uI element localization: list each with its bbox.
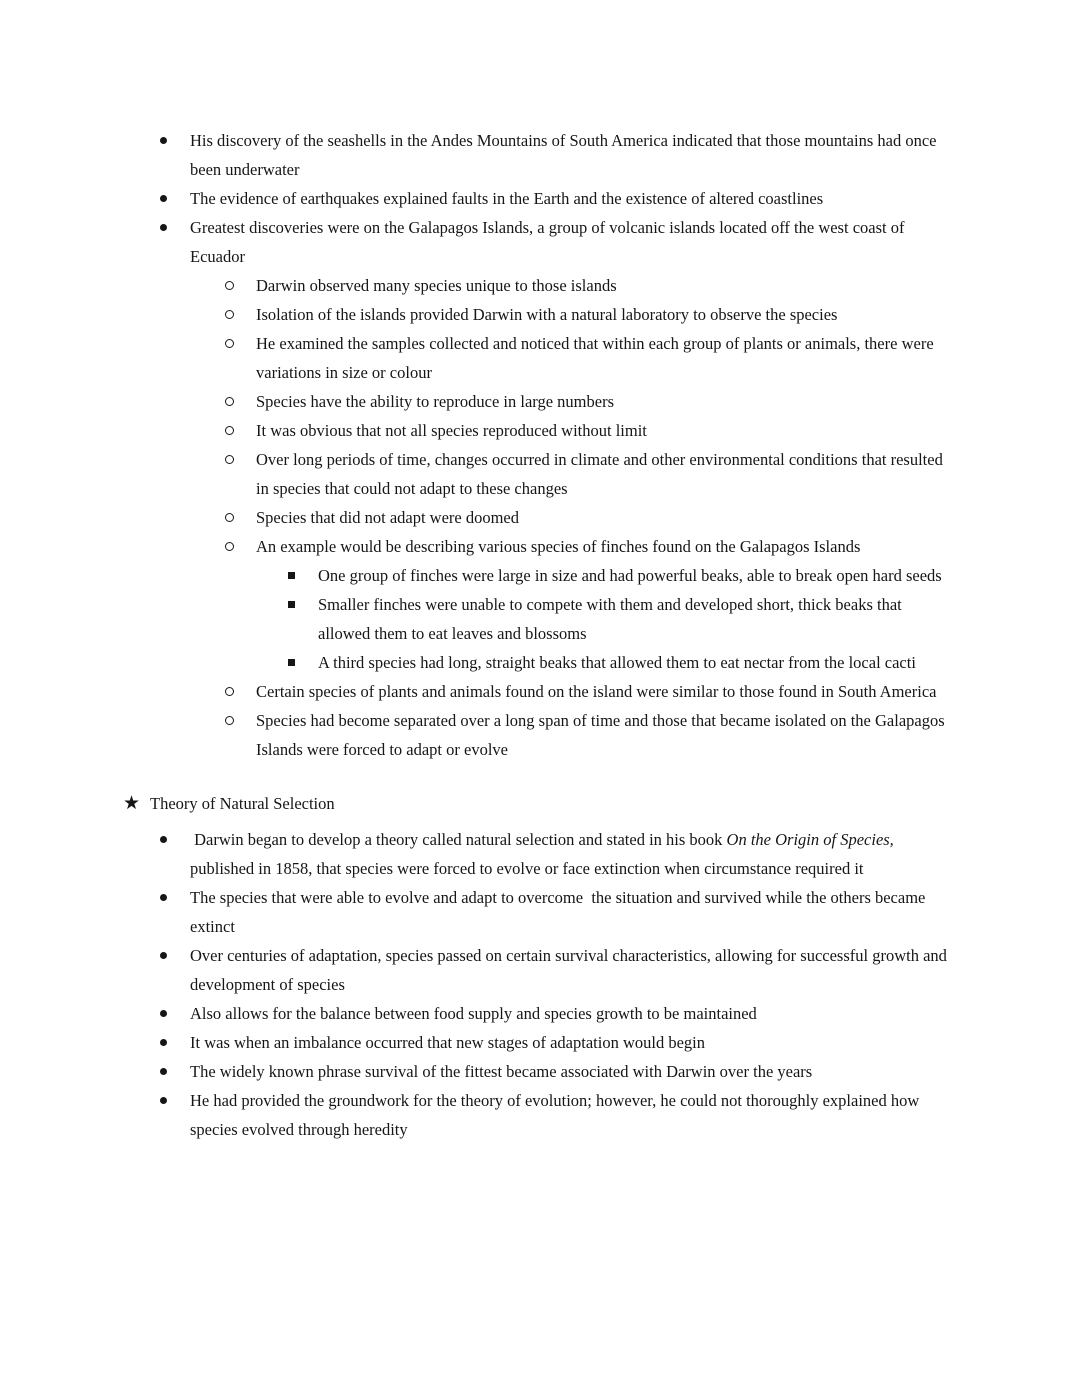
section-heading-text: Theory of Natural Selection — [150, 794, 335, 813]
list-item — [126, 503, 956, 532]
disc-bullet-icon — [160, 894, 167, 901]
list-item-text: It was obvious that not all species reproduced without limit — [256, 421, 647, 440]
list-item — [126, 1057, 956, 1086]
list-item — [126, 648, 956, 677]
list-item — [126, 941, 956, 999]
disc-bullet-icon — [160, 1068, 167, 1075]
section-heading-theory-of-natural-selection — [123, 789, 956, 818]
circle-bullet-icon — [225, 281, 234, 290]
list-item — [126, 416, 956, 445]
circle-bullet-icon — [225, 397, 234, 406]
disc-bullet-icon — [160, 1010, 167, 1017]
list-item-text: Isolation of the islands provided Darwin with a natural laboratory to observe the species — [256, 305, 838, 324]
list-item — [126, 329, 956, 387]
list-item-text: Species have the ability to reproduce in large numbers — [256, 392, 614, 411]
list-item — [126, 677, 956, 706]
list-item-text: Smaller finches were unable to compete with them and developed short, thick beaks that allowed them to eat leaves and blossoms — [318, 595, 906, 643]
list-item-text: He had provided the groundwork for the theory of evolution; however, he could not thoroughly explained how species evolved through heredity — [190, 1091, 924, 1139]
list-item — [126, 445, 956, 503]
list-item — [126, 1028, 956, 1057]
disc-bullet-icon — [160, 952, 167, 959]
list-item — [126, 825, 956, 883]
disc-bullet-icon — [160, 195, 167, 202]
bullet-list-natural-selection — [126, 825, 956, 1144]
circle-bullet-icon — [225, 339, 234, 348]
list-item — [126, 271, 956, 300]
disc-bullet-icon — [160, 1097, 167, 1104]
list-item-text: He examined the samples collected and noticed that within each group of plants or animals, there were variations in size or colour — [256, 334, 938, 382]
square-bullet-icon — [288, 601, 295, 608]
list-item-text: Over long periods of time, changes occurred in climate and other environmental conditions that resulted in species that could not adapt to these changes — [256, 450, 947, 498]
list-item — [126, 1086, 956, 1144]
list-item-text: Over centuries of adaptation, species passed on certain survival characteristics, allowing for successful growth and development of species — [190, 946, 952, 994]
list-item-text: A third species had long, straight beaks that allowed them to eat nectar from the local cacti — [318, 653, 916, 672]
disc-bullet-icon — [160, 1039, 167, 1046]
list-item-text: The evidence of earthquakes explained faults in the Earth and the existence of altered coastlines — [190, 189, 824, 208]
list-item — [126, 532, 956, 561]
list-item-text: Certain species of plants and animals found on the island were similar to those found in South America — [256, 682, 937, 701]
list-item-text: Greatest discoveries were on the Galapagos Islands, a group of volcanic islands located off the west coast of Ecuador — [190, 218, 909, 266]
list-item — [126, 883, 956, 941]
disc-bullet-icon — [160, 224, 167, 231]
list-item-text: The species that were able to evolve and adapt to overcome the situation and survived while the others became extinct — [190, 888, 930, 936]
text-segment: published in 1858, that species were forced to evolve or face extinction when circumstance required it — [190, 830, 898, 878]
list-item-text: Species had become separated over a long span of time and those that became isolated on the Galapagos Islands were forced to adapt or evolve — [256, 711, 949, 759]
list-item-text: It was when an imbalance occurred that new stages of adaptation would begin — [190, 1033, 705, 1052]
list-item — [126, 999, 956, 1028]
star-icon: ★ — [123, 792, 141, 814]
circle-bullet-icon — [225, 542, 234, 551]
text-segment: Darwin began to develop a theory called natural selection and stated in his book — [190, 830, 727, 849]
list-item — [126, 706, 956, 764]
list-item-text: One group of finches were large in size and had powerful beaks, able to break open hard seeds — [318, 566, 942, 585]
list-item — [126, 300, 956, 329]
square-bullet-icon — [288, 572, 295, 579]
list-item-text: Darwin observed many species unique to those islands — [256, 276, 617, 295]
circle-bullet-icon — [225, 426, 234, 435]
list-item-text: Species that did not adapt were doomed — [256, 508, 520, 527]
list-item — [126, 387, 956, 416]
list-item-text: The widely known phrase survival of the fittest became associated with Darwin over the years — [190, 1062, 813, 1081]
square-bullet-icon — [288, 659, 295, 666]
book-title-italic: On the Origin of Species, — [726, 830, 894, 849]
list-item — [126, 126, 956, 184]
circle-bullet-icon — [225, 687, 234, 696]
list-item — [126, 184, 956, 213]
list-item — [126, 590, 956, 648]
disc-bullet-icon — [160, 836, 167, 843]
list-item — [126, 213, 956, 271]
list-item-text — [190, 830, 898, 878]
bullet-list-darwin-discoveries — [126, 126, 956, 764]
list-item-text: Also allows for the balance between food supply and species growth to be maintained — [190, 1004, 757, 1023]
disc-bullet-icon — [160, 137, 167, 144]
circle-bullet-icon — [225, 310, 234, 319]
list-item-text: His discovery of the seashells in the Andes Mountains of South America indicated that those mountains had once been underwater — [190, 131, 941, 179]
circle-bullet-icon — [225, 513, 234, 522]
list-item-text: An example would be describing various species of finches found on the Galapagos Islands — [256, 537, 861, 556]
circle-bullet-icon — [225, 455, 234, 464]
circle-bullet-icon — [225, 716, 234, 725]
list-item — [126, 561, 956, 590]
